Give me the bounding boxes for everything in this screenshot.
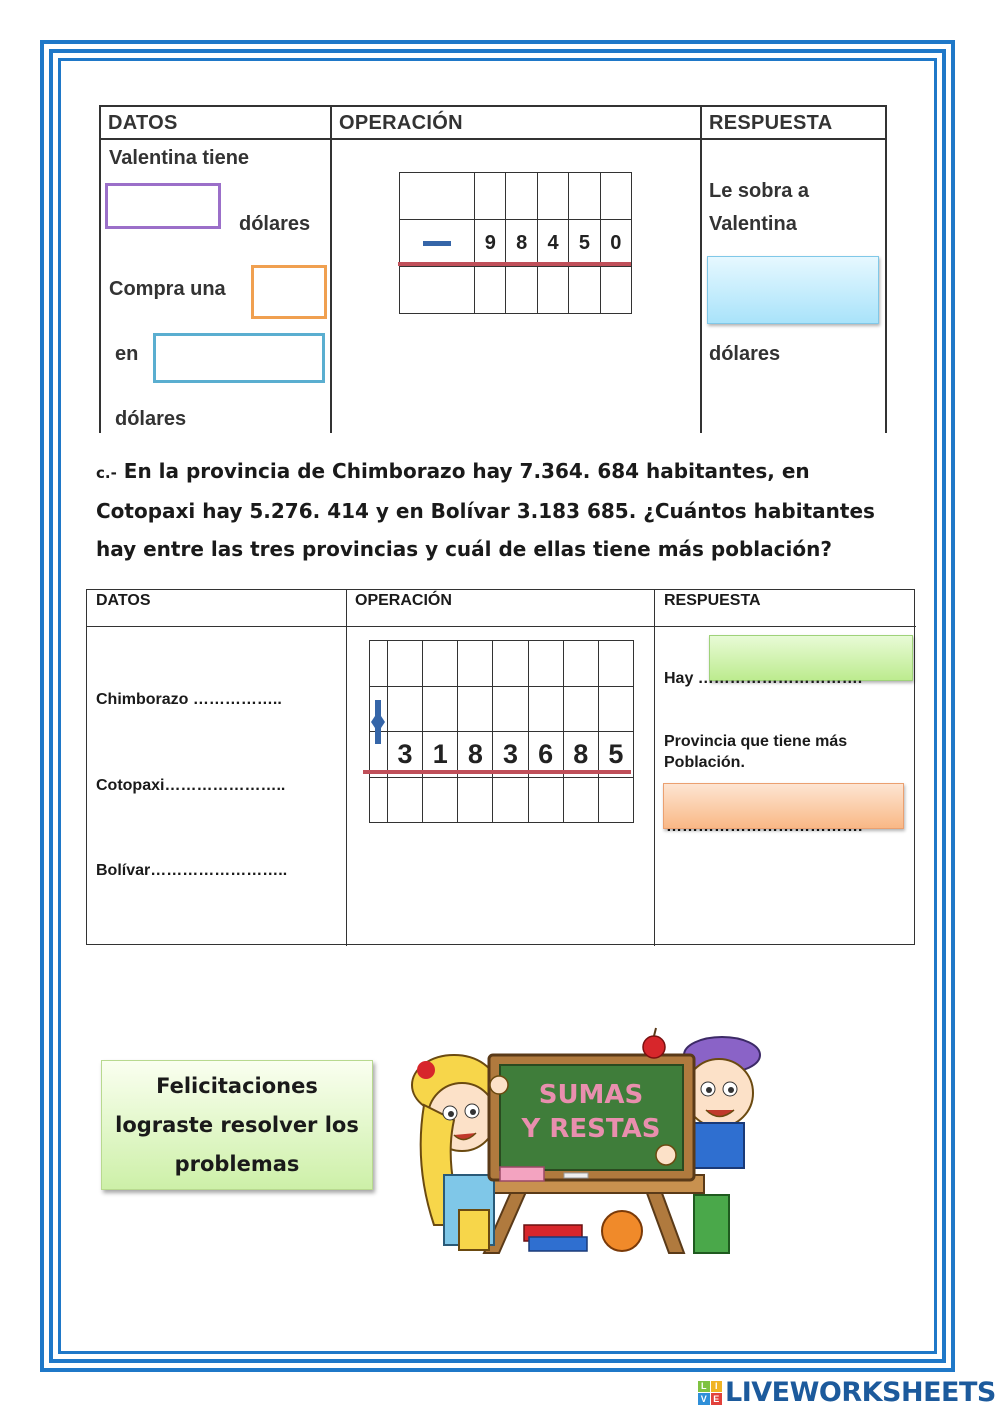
digit-cell: 8 <box>506 220 537 267</box>
digit-cell: 6 <box>528 732 563 778</box>
question-c <box>96 452 896 568</box>
question-text: En la provincia de Chimborazo hay 7.364. 684 habitantes, en Cotopaxi hay 5.276. 414 y en Bolívar 3.183 685. ¿Cuántos habitantes hay entre las tres provincias y cuál de ellas tiene más población? <box>96 459 875 561</box>
answer-cell[interactable] <box>537 267 568 314</box>
felicitaciones-line-3: problemas <box>174 1151 300 1176</box>
answer-cell[interactable] <box>598 777 633 823</box>
digit-cell: 9 <box>475 220 506 267</box>
answer-cell[interactable] <box>506 267 537 314</box>
datos-header-2: DATOS <box>96 592 151 609</box>
bolivar-label: Bolívar…………………….. <box>96 862 288 879</box>
answer-cell[interactable] <box>370 777 388 823</box>
board-line-2: Y RESTAS <box>521 1114 661 1144</box>
answer-cell[interactable] <box>388 777 423 823</box>
datos-header: DATOS <box>108 112 178 134</box>
minus-sign-icon <box>423 241 451 246</box>
respuesta-line-1: Le sobra a <box>709 180 810 202</box>
sum-underline <box>363 770 631 774</box>
digit-cell: 8 <box>563 732 598 778</box>
datos-valentina-label: Valentina tiene <box>109 147 250 169</box>
digit-cell: 5 <box>598 732 633 778</box>
hay-label: Hay …………………………. <box>664 670 863 687</box>
digit-cell: 4 <box>537 220 568 267</box>
subtraction-grid <box>399 172 632 314</box>
result-underline <box>398 262 631 266</box>
digit-cell: 0 <box>600 220 631 267</box>
felicitaciones-line-1: Felicitaciones <box>156 1073 318 1098</box>
price-input-box[interactable] <box>153 333 325 383</box>
answer-cell[interactable] <box>458 777 493 823</box>
plus-sign-icon <box>371 700 385 744</box>
problem-table-1 <box>99 105 887 433</box>
chimborazo-label: Chimborazo …………….. <box>96 691 282 708</box>
datos-compra-label: Compra una <box>109 278 226 300</box>
answer-cell[interactable] <box>493 777 528 823</box>
remaining-money-answer-box[interactable] <box>707 256 879 324</box>
liveworksheets-logo-icon: L I V E <box>698 1381 722 1405</box>
liveworksheets-brand[interactable] <box>698 1377 996 1408</box>
answer-cell[interactable] <box>569 267 600 314</box>
operacion-header-2: OPERACIÓN <box>355 592 452 609</box>
digit-cell: 5 <box>569 220 600 267</box>
digit-cell: 3 <box>493 732 528 778</box>
digit-cell: 1 <box>423 732 458 778</box>
liveworksheets-wordmark: LIVEWORKSHEETS <box>725 1377 996 1408</box>
respuesta-unit-dolares: dólares <box>709 343 781 365</box>
answer-cell[interactable] <box>563 777 598 823</box>
datos-unit-dolares-2: dólares <box>115 408 187 430</box>
addition-grid <box>369 640 634 823</box>
answer-cell[interactable] <box>528 777 563 823</box>
felicitaciones-line-2: lograste resolver los <box>115 1112 359 1137</box>
money-input-box[interactable] <box>105 183 221 229</box>
cotopaxi-label: Cotopaxi………………….. <box>96 777 286 794</box>
provincia-answer-box[interactable] <box>663 783 904 829</box>
provincia-label-1: Provincia que tiene más <box>664 733 848 750</box>
provincia-label-2: Población. <box>664 754 745 771</box>
board-line-1: SUMAS <box>538 1080 644 1110</box>
question-label: c.- <box>96 464 117 482</box>
sumas-restas-illustration <box>404 1025 774 1257</box>
answer-cell[interactable] <box>475 267 506 314</box>
datos-unit-dolares-1: dólares <box>239 213 311 235</box>
respuesta-line-2: Valentina <box>709 213 797 235</box>
digit-cell: 8 <box>458 732 493 778</box>
felicitaciones-box <box>101 1060 373 1190</box>
answer-cell[interactable] <box>423 777 458 823</box>
problem-table-2 <box>86 589 915 945</box>
answer-cell[interactable] <box>400 267 475 314</box>
respuesta-header-2: RESPUESTA <box>664 592 761 609</box>
respuesta-header: RESPUESTA <box>709 112 833 134</box>
item-input-box[interactable] <box>251 265 327 319</box>
datos-en-label: en <box>115 343 139 365</box>
answer-cell[interactable] <box>600 267 631 314</box>
operacion-header: OPERACIÓN <box>339 112 463 134</box>
digit-cell: 3 <box>388 732 423 778</box>
